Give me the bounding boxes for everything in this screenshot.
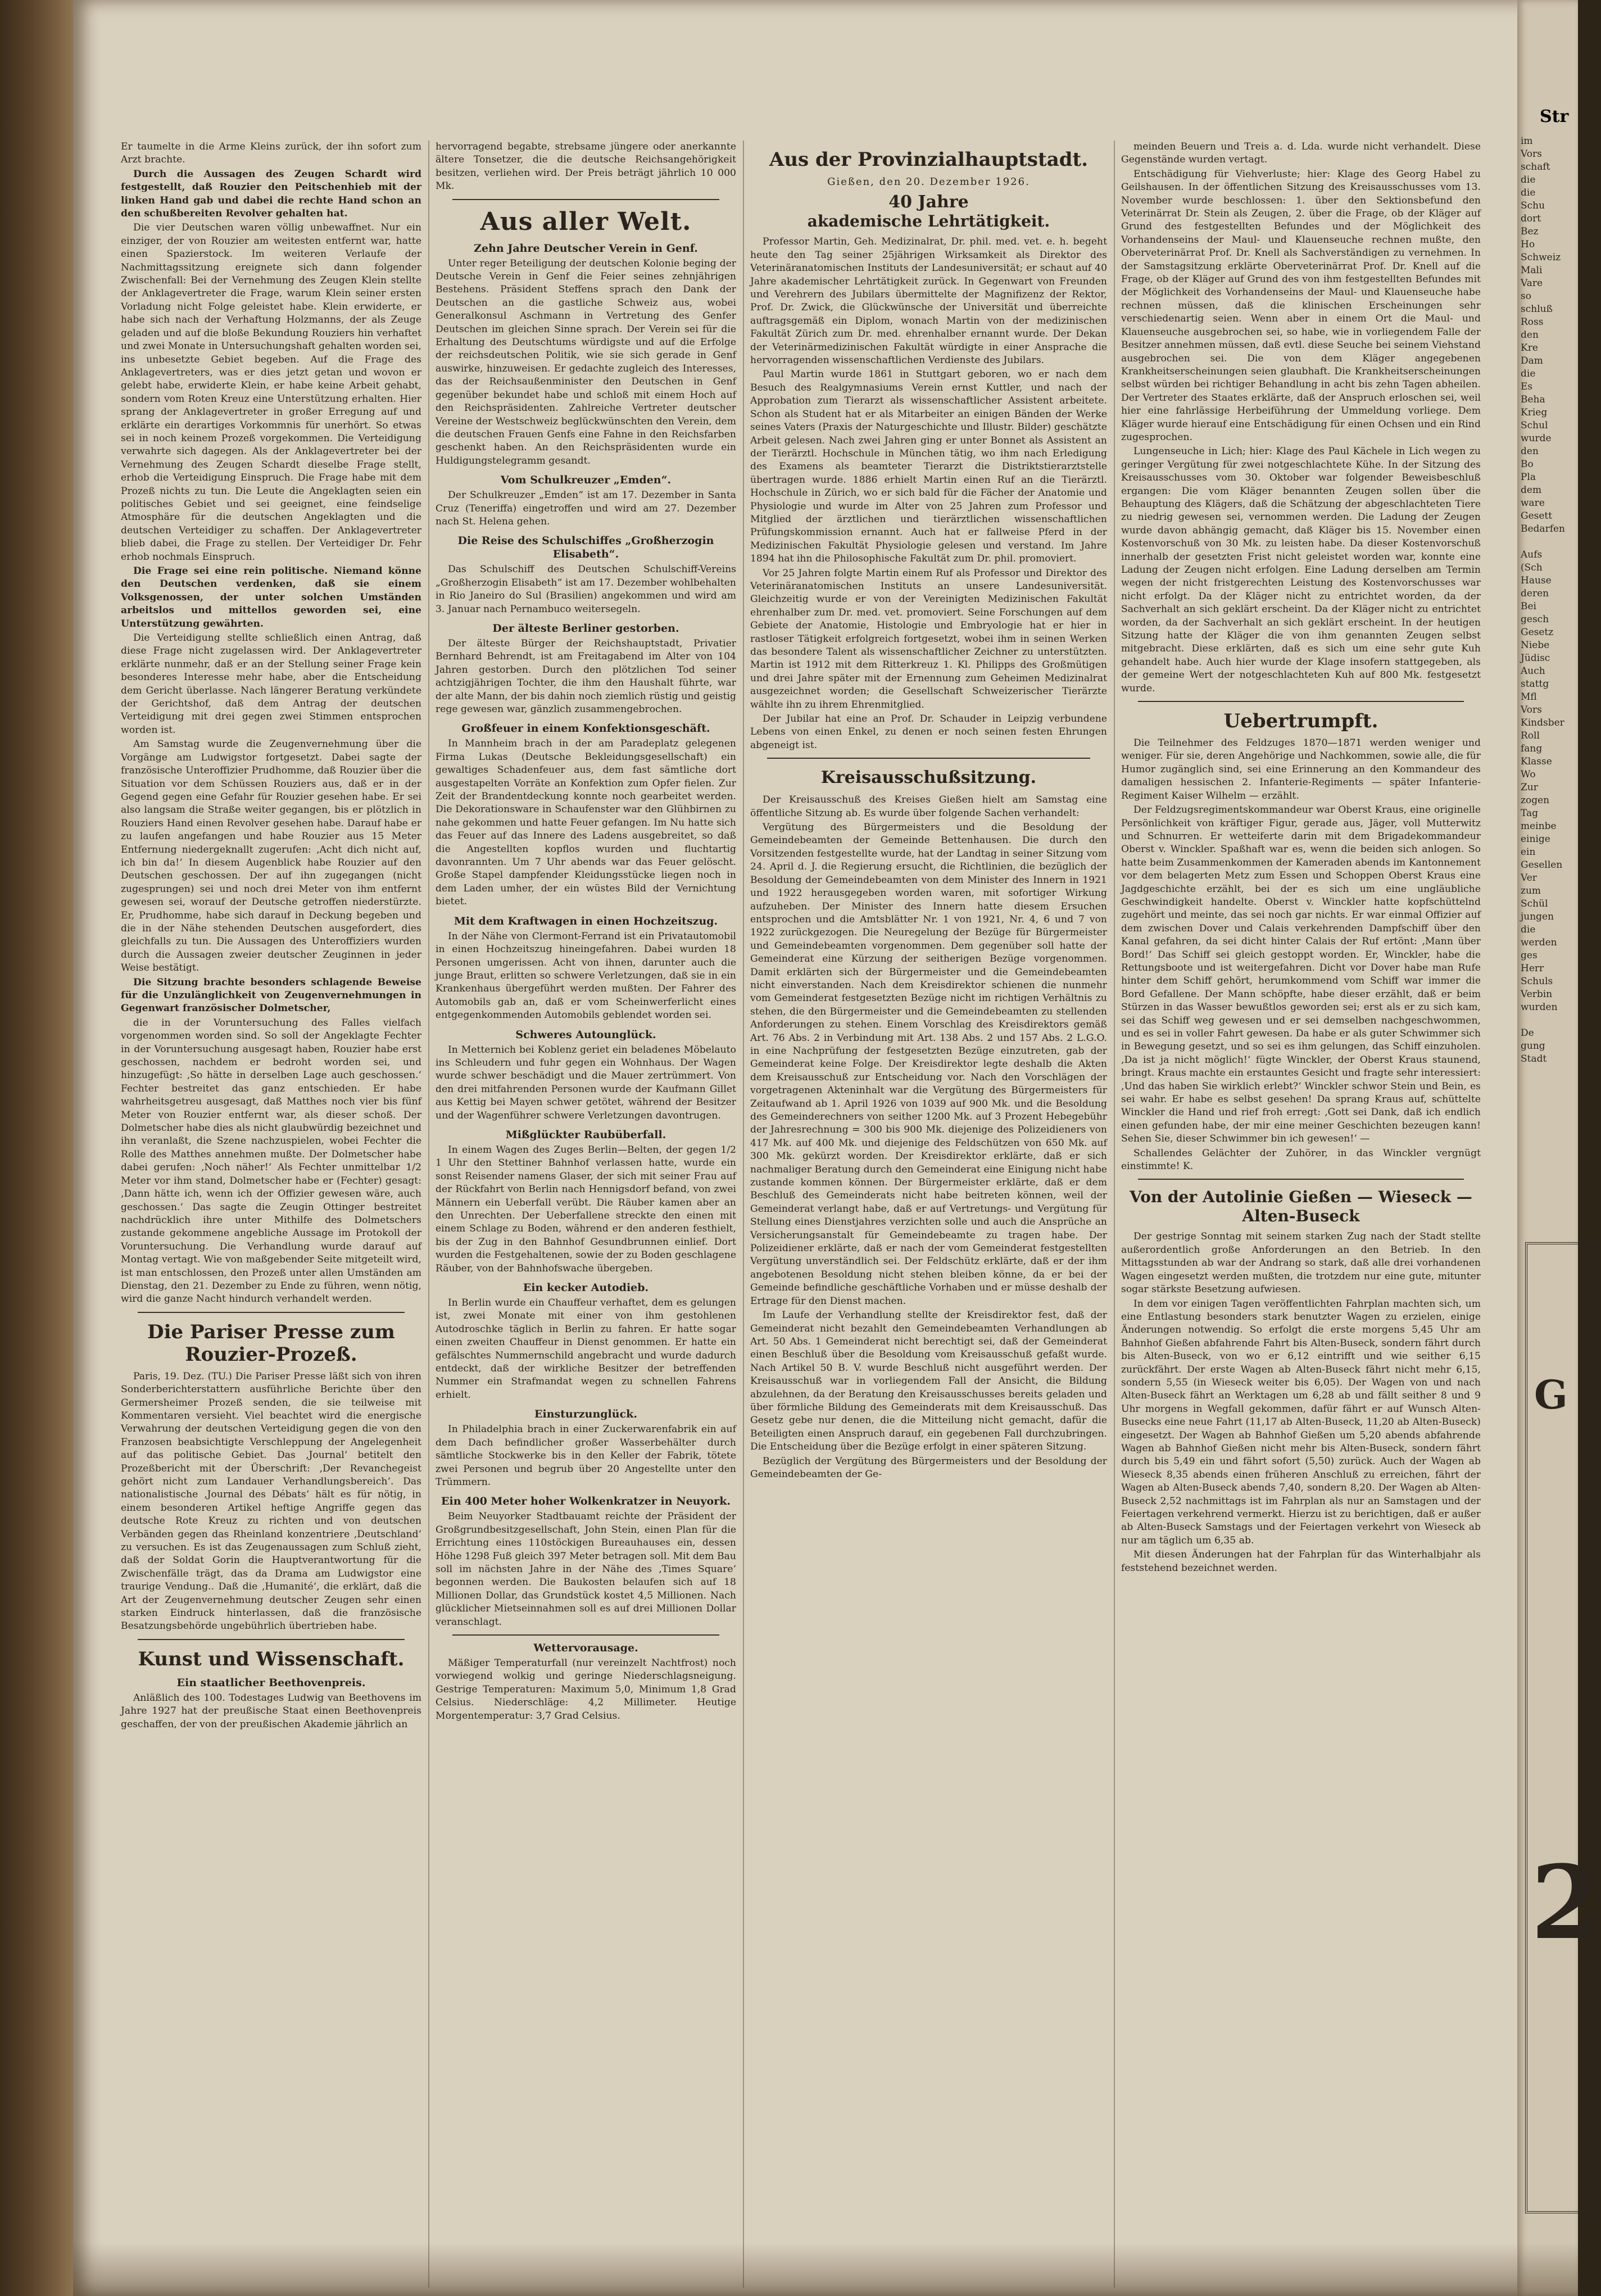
strip-fragment: fang (1521, 743, 1543, 754)
news-item-text: Der älteste Bürger der Reichshauptstadt, Privatier Bernhard Behrendt, ist am Freitagabend im Alter von 104 Jahren gestorben. Durch den plötzlichen Tod seiner achtzigjährigen Tochter, die ihm den Haushalt führte, war der alte Mann, der bis dahin noch ziemlich rüstig und geistig rege gewesen war, gänzlich zusammengebrochen. (436, 637, 736, 715)
strip-fragment: die (1521, 187, 1536, 198)
article-paragraph: Die Sitzung brachte besonders schlagende Beweise für die Unzulänglichkeit von Zeugenvernehmungen in Gegenwart französischer Dolmetscher, (121, 976, 421, 1015)
headline-aus-aller-welt: Aus aller Welt. (480, 207, 692, 236)
article-paragraph: Professor Martin, Geh. Medizinalrat, Dr. phil. med. vet. e. h. begeht heute den Tag seiner 25jährigen Wirksamkeit als Direktor des Veterinäranatomischen Instituts der Landesuniversität; er schaut auf 40 Jahre akademischer Lehrtätigkeit zurück. In Gegenwart von Freunden und Verehrern des Jubilars übermittelte der Magnifizenz der Rektor, Prof. Dr. Zwick, die Glückwünsche der Universität und überreichte auftragsgemäß ein Diplom, wonach Martin von der medizinischen Fakultät Zürich zum Dr. med. ehrenhalber ernannt wurde. Der Dekan der Veterinärmedizinischen Fakultät würdigte in einer Ansprache die hervorragenden wissenschaftlichen Verdienste des Jubilars. (750, 236, 1107, 366)
strip-fragment: Mali (1521, 265, 1543, 276)
strip-fragment: Vare (1521, 278, 1543, 289)
strip-fragment: die (1521, 368, 1536, 379)
strip-fragment: Jüdisc (1521, 653, 1550, 664)
uebertrumpft-article (1121, 737, 1481, 1173)
kreisausschuss-article (750, 794, 1107, 1481)
news-item-text: In Metternich bei Koblenz geriet ein beladenes Möbelauto ins Schleudern und fuhr gegen ein Wohnhaus. Der Wagen wurde schwer beschädigt und die Mauer zertrümmert. Von den drei mitfahrenden Personen wurde der Kaufmann Gillet aus Kettig bei Mayen schwer getötet, während der Besitzer und der Wagenführer schwere Verletzungen davontrugen. (436, 1044, 736, 1121)
column-separator (1114, 141, 1115, 2288)
news-item-text: In einem Wagen des Zuges Berlin—Belten, der gegen 1/2 1 Uhr den Stettiner Bahnhof verlassen hatte, wurde ein sonst Reisender namens Glaser, der sich mit seiner Frau auf der Rückfahrt von Berlin nach Hennigsdorf befand, von zwei Männern ein Ueberfall verübt. Die Räuber kamen aber an den Unrechten. Der Ueberfallene streckte den einen mit einem Schlage zu Boden, während er den anderen festhielt, bis der Zug in den Bahnhof Gesundbrunnen einlief. Dort wurden die Festgehaltenen, sowie der zu Boden geschlagene Räuber, von der Bahnhofswache übergeben. (436, 1144, 736, 1274)
strip-fragment: schluß (1521, 304, 1553, 315)
news-item-text: Der Schulkreuzer „Emden“ ist am 17. Dezember in Santa Cruz (Teneriffa) eingetroffen und wird am 27. Dezember nach St. Helena gehen. (436, 490, 736, 527)
article-paragraph: Am Samstag wurde die Zeugenvernehmung über die Vorgänge am Ludwigstor fortgesetzt. Dabei sagte der französische Unteroffizier Prudhomme, daß Rouzier über die Situation vor dem Schüssen Rouziers aus, daß er in der Gegend gegen eine Gefahr für Rouzier gesehen habe. Er sei also langsam die Straße weiter gegangen, bis er plötzlich in Rouziers Hand einen Revolver gesehen habe. Darauf habe er zu laufen angefangen und habe Rouzier aus 15 Meter Entfernung niedergeknallt zugerufen: ‚Acht dich nicht auf, ich bin da!‘ In diesem Augenblick habe Rouzier auf den Deutschen geschossen. Der auf ihn zugegangen (nicht zugesprungen) sei und noch drei Meter von ihm entfernt gewesen sei, worauf der Deutsche getroffen niederstürzte. Er, Prudhomme, habe sich darauf in Deckung begeben und die in der Nähe stehenden Deutschen ausgefordert, dies gleichfalls zu tun. Die Aussagen des Unteroffiziers wurden durch die Aussagen zweier deutscher Zeuginnen in jeder Weise bestätigt. (121, 739, 421, 974)
strip-fragment: Zur (1521, 782, 1538, 793)
news-item-heading: Ein kecker Autodieb. (523, 1281, 649, 1294)
strip-fragment: gesch (1521, 614, 1549, 625)
advert-numeral: 2 (1531, 1844, 1601, 1962)
strip-fragment: Ross (1521, 316, 1544, 328)
strip-fragment: werden (1521, 937, 1557, 948)
article-paragraph: Er taumelte in die Arme Kleins zurück, der ihn sofort zum Arzt brachte. (121, 141, 421, 166)
strip-fragment: Hause (1521, 575, 1552, 586)
strip-fragment: ein (1521, 846, 1536, 858)
strip-fragment: Pla (1521, 472, 1536, 483)
article-paragraph: Paul Martin wurde 1861 in Stuttgart geboren, wo er nach dem Besuch des Realgymnasiums Verein ernst Kuttler, und nach der Approbation zum Tierarzt als wissenschaftlicher Assistent arbeitete. Schon als Student hat er als Mitarbeiter an einigen Bänden der Werke seines Vaters (Praxis der Naturgeschichte und Illustr. Bilder) geschätzte Arbeit gelesen. Nach zwei Jahren ging er unter Bonnet als Assistent an der Tierärztl. Hochschule in München tätig, wo ihm nach Erledigung des Examens als beamteter Tierarzt die Distriktstierarztstelle übertragen wurde. 1886 erhielt Martin einen Ruf an die Tierärztl. Hochschule in Zürich, wo er sich bald für die Fächer der Anatomie und Physiologie und wurde im Alter von 25 Jahren zum Professor und Mitglied der ärztlichen und tierärztlichen wissenschaftlichen Prüfungskommission ernannt. Auch hat er fallweise Pferd in der Medizinischen Fakultät Physiologie gelesen und verstand. Im Jahre 1894 hat ihn die Philosophische Fakultät zum Dr. phil. promoviert. (750, 369, 1107, 565)
strip-fragment: Vors (1521, 148, 1542, 160)
news-item-text: In Philadelphia brach in einer Zuckerwarenfabrik ein auf dem Dach befindlicher großer Wasserbehälter durch sämtliche Stockwerke bis in den Keller der Fabrik, tötete zwei Personen und begrub über 20 Angestellte unter den Trümmern. (436, 1424, 736, 1488)
article-paragraph: In dem vor einigen Tagen veröffentlichten Fahrplan machten sich, um eine Entlastung besonders stark benutzter Wagen zu erzielen, einige Änderungen notwendig. So erfolgt die erste morgens 5,45 Uhr am Bahnhof Gießen abfahrende Fahrt bis Alten-Buseck, sondern fährt durch bis Alten-Buseck, von wo er 6,12 eintrifft und wie seither 6,15 zurückfährt. Der erste Wagen ab Alten-Buseck fährt nicht mehr 6,15, sondern 5,55 (in Wieseck weiter bis 6,05). Der Wagen von und nach Alten-Buseck fährt an Werktagen um 6,28 ab und fällt seither 8 und 9 Uhr morgens in Wegfall gekommen, dafür fährt er auf Wunsch Alten-Busecks eine neue Fahrt (11,17 ab Alten-Buseck, 11,20 ab Alten-Buseck) eingesetzt. Der Wagen ab Bahnhof Gießen um 5,20 abends abfahrende Wagen ab Bahnhof Gießen nicht mehr bis Alten-Buseck, sondern fährt durch bis 5,49 ein und fährt sofort (5,50) zurück. Auch der Wagen ab Wieseck 8,35 abends einen früheren Anschluß zu erreichen, fährt der Wagen ab Alten-Buseck abends 7,40, sondern 8,20. Der Wagen ab Alten-Buseck 2,52 nachmittags ist im Fahrplan als nur an Samstagen und der Feiertagen verkehrend vermerkt. Hierzu ist zu berichtigen, daß er außer ab Alten-Buseck Samstags und der Feiertagen verkehrt von Wieseck ab nur am täglich um 6,35 ab. (1121, 1298, 1481, 1546)
strip-heading: Str (1540, 107, 1569, 126)
article-paragraph: Lungenseuche in Lich; hier: Klage des Paul Kächele in Lich wegen zu geringer Vergütung für zwei notgeschlachtete Kühe. In der Sitzung des Kreisausschusses vom 30. Oktober war folgender Beweisbeschluß ergangen: Die vom Kläger benannten Zeugen sollen über die Behauptung des Klägers, daß die Schätzung der abgeschlachteten Tiere zu niedrig gewesen sei, vernommen werden. Die Ladung der Zeugen wurde davon abhängig gemacht, daß Kläger bis 15. November einen Kostenvorschuß von 30 Mk. zu leisten habe. Da dieser Kostenvorschuß innerhalb der gesetzten Frist nicht geleistet worden war, konnte eine Ladung der Zeugen nicht erfolgen. Eine Ladung derselben am Termin wegen der nicht fristgerechten Leistung des Kostenvorschusses war nicht erfolgt. Da der Kläger nicht zu entrichtet worden, da der Sachverhalt an sich geklärt erscheint. Da der Kläger nicht zu entrichtet worden, da der Sachverhalt an sich geklärt erscheint. In der heutigen Sitzung hatte der Kläger die von ihm genannten Zeugen selbst mitgebracht. Diese erklärten, daß es sich um eine sehr gute Kuh gehandelt habe. Auch hier wurde der Klage insofern stattgegeben, als der gemeine Wert der notgeschlachteten Kuh auf 800 Mk. festgesetzt wurde. (1121, 446, 1481, 694)
strip-fragment: zum (1521, 885, 1541, 896)
strip-fragment: Schul (1521, 420, 1548, 431)
strip-fragment: so (1521, 291, 1531, 302)
strip-fragment: im (1521, 135, 1533, 147)
headline-wetter: Wettervorausage. (533, 1641, 638, 1654)
article-paragraph: Die Teilnehmer des Feldzuges 1870—1871 werden weniger und weniger. Für sie, deren Angehörige und Nachkommen, sowie alle, die für Humor zugänglich sind, sei eine Erinnerung an den Kommandeur des damaligen hessischen 2. Infanterie-Regiments — später Infanterie-Regiment Kaiser Wilhelm — erzählt. (1121, 737, 1481, 801)
strip-fragment: dort (1521, 213, 1541, 224)
strip-fragment: Es (1521, 381, 1533, 392)
strip-fragment: De (1521, 1027, 1534, 1039)
autolinie-article (1121, 1230, 1481, 1575)
column-separator (743, 141, 744, 2288)
strip-fragment: Vors (1521, 704, 1542, 715)
news-item-heading: Schweres Autounglück. (515, 1028, 656, 1041)
headline-kreisausschuss: Kreisausschußsitzung. (820, 768, 1037, 788)
strip-fragment: Wo (1521, 769, 1536, 780)
advert-letter: G (1534, 1371, 1568, 1418)
news-item-text: In Berlin wurde ein Chauffeur verhaftet, dem es gelungen ist, zwei Monate mit einer von ihm gestohlenen Autodroschke täglich in Berlin zu fahren. Er hatte sogar einen zweiten Chauffeur in Dienst genommen. Er hatte ein gefälschtes Nummernschild angebracht und wurde dadurch entdeckt, daß der wirkliche Besitzer der betreffenden Nummer ein Strafmandat wegen zu schnellen Fahrens erhielt. (436, 1297, 736, 1401)
news-item-text: Unter reger Beteiligung der deutschen Kolonie beging der Deutsche Verein in Genf die Feier seines zehnjährigen Bestehens. Präsident Steffens sprach den Dank der Deutschen an die gastliche Schweiz aus, wobei Generalkonsul Aschmann in Vertretung des Genfer Deutschen im gleichen Sinne sprach. Der Verein sei für die Erhaltung des Deutschtums würdigste und auf die Erfolge der reichsdeutschen Politik, wie sie sich gerade in Genf auswirke, hinzuweisen. Er gedachte zugleich des Interesses, das der Reichsaußenminister den Deutschen in Genf gegenüber bekundet habe und schloß mit einem Hoch auf den Reichspräsidenten. Zahlreiche Vertreter deutscher Vereine der Westschweiz beglückwünschten den Verein, dem die deutschen Frauen Genfs eine Fahne in den Reichsfarben geschenkt haben. An den Reichspräsidenten wurde ein Huldigungstelegramm gesandt. (436, 257, 736, 467)
divider (767, 758, 1090, 759)
strip-fragment: Bedarfen (1521, 523, 1565, 535)
article-paragraph: Der Jubilar hat eine an Prof. Dr. Schauder in Leipzig verbundene Lebens von einen Enkel, zu denen er noch seinen festen Ehrungen abgeneigt ist. (750, 713, 1107, 751)
strip-fragment: wurden (1521, 1002, 1558, 1013)
strip-fragments (1517, 135, 1565, 1066)
headline-pariser-presse: Die Pariser Presse zum Rouzier-Prozeß. (147, 1320, 395, 1366)
article-paragraph: hervorragend begabte, strebsame jüngere oder anerkannte ältere Tonsetzer, die die deutsche Reichsangehörigkeit besitzen, verliehen wird. Der Preis beträgt jährlich 10 000 Mk. (436, 141, 736, 192)
strip-fragment: (Sch (1521, 562, 1543, 573)
strip-fragment: Aufs (1521, 549, 1543, 560)
strip-fragment: Gesellen (1521, 859, 1563, 871)
strip-fragment: Gesetz (1521, 627, 1554, 638)
divider (452, 1634, 719, 1636)
strip-fragment: zogen (1521, 795, 1550, 806)
article-paragraph: Paris, 19. Dez. (TU.) Die Pariser Presse läßt sich von ihren Sonderberichterstattern ausführliche Berichte über den Germersheimer Prozeß senden, die sie teilweise mit Kommentaren versieht. Viel beachtet wird die energische Verwahrung der deutschen Verteidigung gegen die von den Franzosen beabsichtigte Verschleppung der Angelegenheit auf das politische Gebiet. Das ‚Journal‘ betitelt den Prozeßbericht mit der Überschrift: ‚Der Revanchegeist gehört nicht zum Landauer Verhandlungsbereich‘. Das nationalistische ‚Journal des Débats‘ hält es für nötig, in einem besonderen Artikel heftige Angriffe gegen das deutsche Rote Kreuz zu richten und von deutschen Verbänden gegen das Rheinland konzentriere ‚Deutschland‘ zu versuchen. Es ist das Zeugenaussagen zum Schluß zieht, daß der Soldat Gorin die Hauptverantwortung für die Zwischenfälle trägt, das da Drama am Ludwigstor eine traurige Vendung.. Daß die ‚Humanité‘, die erklärt, daß die Art der Zeugenvernehmung deutscher Zeugen sehr einen starken Eindruck hinterlassen, daß die französische Besatzungsbehörde ungebührlich übertrieben habe. (121, 1370, 421, 1632)
article-paragraph: Der gestrige Sonntag mit seinem starken Zug nach der Stadt stellte außerordentlich große Anforderungen an den Betrieb. In den Mittagsstunden ab war der Andrang so stark, daß alle drei vorhandenen Wagen eingesetzt werden mußten, die trotzdem nur eine gute, mitunter sogar stärkste Besetzung aufwiesen. (1121, 1231, 1481, 1296)
news-items (436, 242, 736, 1629)
article-paragraph: Vergütung des Bürgermeisters und die Besoldung der Gemeindebeamten der Gemeinde Bettenhausen. Die durch den Vorsitzenden festgestellte wurde, hat der Landtag in seiner Sitzung vom 24. April d. J. die Regierung ersucht, die Richtlinien, die bezüglich der Besoldung der Gemeindebeamten von dem Minister des Innern in 1921 und 1922 herausgegeben worden waren, mit sofortiger Wirkung aufzuheben. Der Minister des Innern hatte diesem Ersuchen entsprochen und die Amtsblätter Nr. 1 von 1921, Nr. 4, 6 und 7 von 1922 zurückgezogen. Die Neuregelung der Bezüge für Bürgermeister und Gemeindebeamten vorgenommen. Dem gegenüber soll hatte der Gemeinderat eine Kürzung der seitherigen Bezüge vorgenommen. Damit erklärten sich der Bürgermeister und die Gemeindebeamten nicht einverstanden. Nach dem Kreisdirektor schienen die nunmehr vom Gemeinderat festgesetzten Bezüge nicht im richtigen Verhältnis zu stehen, die den Bürgermeister und die Gemeindebeamten zu stellenden Anforderungen zu stehen. Einem Vorschlag des Kreisdirektors gemäß Art. 76 Abs. 2 in Verbindung mit Art. 138 Abs. 2 und 157 Abs. 2 L.G.O. in eine Nachprüfung der festgesetzten Bezüge einzutreten, gab der Gemeinderat keine Folge. Der Kreisdirektor legte deshalb die Akten dem Kreisausschuß zur Entscheidung vor. Nach den Vorschlägen der vorgetragenen Akteninhalt war die Vergütung des Bürgermeisters für Zeitaufwand ab 1. April 1926 von 1039 auf 900 Mk. und die Besoldung des Gemeinderechners von seither 1200 Mk. auf 3 Prozent Hebegebühr der Jahresrechnung = 300 bis 900 Mk. diejenige des Polizeidieners von 417 Mk. auf 400 Mk. und diejenige des Feldschützen von 650 Mk. auf 300 Mk. gekürzt worden. Der Kreisdirektor erklärte, daß er sich nachmaliger Beratung durch den Gemeinderat eine Einigung nicht habe zustande kommen können. Der Bürgermeister erklärte, daß er dem Beschluß des Gemeinderats nicht habe beitreten können, weil der Gemeinderat verlangt habe, daß er auf Vertretungs- und Vergütung für Stellung eines Dienstjahres verzichten solle und auch die Ansprüche an Versicherungsanstalt für Gemeindebeamte zu tragen habe. Der Polizeidiener erklärte, daß er nach der vom Gemeinderat festgestellten Vergütung unverständlich sei. Der Feldschütz erklärte, daß er der ihm angebotenen Besoldung nicht stehen bleiben könne, da er bei der Gemeinde befindliche geschäftliche Vorhaben und er müsse deshalb der Ertrage für den Dienst machen. (750, 822, 1107, 1307)
strip-fragment: Schül (1521, 898, 1548, 909)
news-item-heading: Vom Schulkreuzer „Emden“. (500, 474, 672, 487)
strip-fragment: stattg (1521, 678, 1549, 690)
article-paragraph: meinden Beuern und Treis a. d. Lda. wurde nicht verhandelt. Diese Gegenstände wurden vertagt. (1121, 141, 1481, 166)
news-item-heading: Zehn Jahre Deutscher Verein in Genf. (474, 242, 698, 255)
strip-fragment: Ver (1521, 872, 1537, 884)
strip-fragment: schaft (1521, 161, 1550, 173)
news-item-heading: Mit dem Kraftwagen in einen Hochzeitszug. (453, 914, 718, 927)
strip-fragment: Gesett (1521, 510, 1553, 522)
news-item-text: Das Schulschiff des Deutschen Schulschiff-Vereins „Großherzogin Elisabeth“ ist am 17. Dezember wohlbehalten in Rio Janeiro do Sul (Brasilien) angekommen und wird am 3. Januar nach Pernambuco weitersegeln. (436, 564, 736, 615)
divider (1138, 1179, 1464, 1180)
article-paragraph: Entschädigung für Viehverluste; hier: Klage des Georg Habel zu Geilshausen. In der öffentlichen Sitzung des Kreisausschusses vom 13. November wurde beschlossen: 1. über den Sektionsbefund den Veterinärrat Dr. Stein als Zeugen, 2. über die Frage, ob der Kläger auf Grund des festgestellten Befundes und der Möglichkeit des Vorhandenseins der Maul- und Klauenseuche rechnen mußte, den Oberveterinärrat Prof. Dr. Knell als Sachverständigen zu vernehmen. In der Samstagsitzung erklärte Oberveterinärrat Prof. Dr. Knell auf die Frage, ob der Kläger auf Grund des von ihm festgestellten Befundes mit der Möglichkeit des Vorhandenseins der Maul- und Klauenseuche habe rechnen müssen, daß die klinischen Erscheinungen sehr verschiedenartig seien. Wenn aber in einem Ort die Maul- und Klauenseuche ausgebrochen sei, so habe, wie in vorliegendem Falle der Besitzer annehmen müssen, daß evtl. diese Seuche bei seinem Viehstand ausgebrochen sei. Die von dem Kläger angegebenen Krankheitserscheinungen seien glaubhaft. Die Krankheitserscheinungen selbst würden bei richtiger Behandlung in acht bis zehn Tagen abheilen. Der Vertreter des Staates erklärte, daß der Anspruch erloschen sei, weil hier eine fahrlässige Herbeiführung der Ummeldung vorliege. Dem Kläger wurde hierauf eine Entschädigung für einen Ochsen und ein Rind zugesprochen. (1121, 168, 1481, 443)
weather-paragraph: Mäßiger Temperaturfall (nur vereinzelt Nachtfrost) noch vorwiegend wolkig und geringe Niederschlagsneigung. Gestrige Temperaturen: Maximum 5,0, Minimum 1,8 Grad Celsius. Niederschläge: 4,2 Millimeter. Heutige Morgentemperatur: 3,7 Grad Celsius. (436, 1657, 736, 1722)
strip-fragment: Bo (1521, 459, 1534, 470)
strip-fragment: Auch (1521, 665, 1545, 677)
news-item-heading: Der älteste Berliner gestorben. (492, 622, 679, 635)
strip-fragment: Krieg (1521, 407, 1548, 418)
news-item-text: Beim Neuyorker Stadtbauamt reichte der Präsident der Großgrundbesitzgesellschaft, John Stein, einen Plan für die Errichtung eines 110stöckigen Bureauhauses ein, dessen Höhe 1298 Fuß gleich 397 Meter betragen soll. Mit dem Bau soll im nächsten Jahre in der Nähe des ‚Times Square‘ begonnen werden. Die Baukosten belaufen sich auf 18 Millionen Dollar, das Grundstück kostet 4,5 Millionen. Nach glücklicher Mietseinnahmen soll es auf drei Millionen Dollar veranschlagt. (436, 1511, 736, 1628)
page-bottom-shadow (73, 2243, 1578, 2296)
article-paragraph: Der Kreisausschuß des Kreises Gießen hielt am Samstag eine öffentliche Sitzung ab. Es wurde über folgende Sachen verhandelt: (750, 794, 1107, 819)
headline-autolinie: Von der Autolinie Gießen — Wieseck — Alten-Buseck (1130, 1188, 1472, 1226)
strip-fragment: Schuls (1521, 976, 1553, 987)
strip-fragment: Verbin (1521, 989, 1553, 1000)
strip-fragment: meinbe (1521, 821, 1557, 832)
strip-fragment: den (1521, 329, 1539, 341)
strip-fragment: Kindsber (1521, 717, 1564, 728)
strip-fragment: Kre (1521, 342, 1538, 354)
strip-fragment: einige (1521, 834, 1550, 845)
strip-fragment: jungen (1521, 911, 1554, 922)
strip-fragment: Bei (1521, 601, 1536, 612)
news-item-heading: Einsturzunglück. (534, 1408, 637, 1421)
headline-kunst: Kunst und Wissenschaft. (138, 1647, 405, 1670)
column-3 (750, 141, 1107, 2293)
news-item-heading: Mißglückter Raubüberfall. (505, 1128, 666, 1141)
strip-fragment: Mfl (1521, 691, 1537, 703)
strip-fragment: deren (1521, 588, 1549, 599)
strip-fragment (1517, 1014, 1565, 1027)
divider (138, 1639, 405, 1640)
strip-fragment: Schu (1521, 200, 1545, 211)
article-paragraph: Die Frage sei eine rein politische. Niemand könne den Deutschen verdenken, daß sie einem Volksgenossen, der unter solchen Umständen arbeitslos und mittellos geworden sei, eine Unterstützung gewährten. (121, 565, 421, 630)
subheadline-beethovenpreis: Ein staatlicher Beethovenpreis. (176, 1676, 366, 1689)
strip-fragment: Niebe (1521, 640, 1550, 651)
headline-uebertrumpft: Uebertrumpft. (1223, 710, 1378, 733)
strip-fragment: ware (1521, 497, 1545, 509)
strip-fragment: die (1521, 924, 1536, 935)
strip-fragment: gung (1521, 1040, 1545, 1052)
article-paragraph: Die Verteidigung stellte schließlich einen Antrag, daß diese Frage nicht zugelassen wird. Der Anklagevertreter erklärte nunmehr, daß er an der Stellung seiner Frage kein besonderes Interesse mehr habe, aber die Entscheidung dem Gericht überlasse. Nach längerer Beratung verkündete der Gerichtshof, daß dem Antrag der deutschen Verteidigung mit drei gegen zwei Stimmen entsprochen worden ist. (121, 632, 421, 736)
column-1 (121, 141, 421, 2293)
article-paragraph: die in der Voruntersuchung des Falles vielfach vorgenommen worden sind. So soll der Angeklagte Fechter in der Voruntersuchung ausgesagt haben, Rouzier habe erst geschossen, nachdem er bedroht worden sei, und hinzugefügt: ‚So hätte in derselben Lage auch geschossen.‘ Fechter bestreitet das ganz entschieden. Er habe wahrheitsgetreu ausgesagt, daß Matthes noch vier bis fünf Meter von Rouzier entfernt war, als dieser schoß. Der Dolmetscher habe dies als nicht glaubwürdig bezeichnet und ihn veranlaßt, die Szene nachzuspielen, wobei Fechter die Rolle des Matthes annehmen mußte. Der Dolmetscher habe dabei gerufen: ‚Noch näher!‘ Als Fechter unmittelbar 1/2 Meter vor ihm stand, Dolmetscher habe er (Fechter) gesagt: ‚Dann hätte ich, wenn ich der Offizier gewesen wäre, auch geschossen.‘ Das sagte die Zeugin Ottinger bestreitet nachdrücklich ihre unter Mithilfe des Dolmetschers zustande gekommene angebliche Aussage im Protokoll der Voruntersuchung. Die Verhandlung wurde darauf auf Montag vertagt. Wie von maßgebender Seite mitgeteilt wird, ist man entschlossen, den Prozeß unter allen Umständen am Dienstag, den 21. Dezember zu Ende zu führen, wenn nötig, wird die ganze Nacht hindurch verhandelt werden. (121, 1017, 421, 1305)
strip-fragment: Ho (1521, 239, 1535, 250)
strip-fragment: Bez (1521, 226, 1539, 237)
adjacent-page-strip (1517, 0, 1601, 2296)
strip-fragment: ges (1521, 950, 1537, 961)
strip-fragment: Herr (1521, 963, 1544, 974)
divider (1138, 701, 1464, 702)
strip-fragment: die (1521, 174, 1536, 185)
divider (138, 1312, 405, 1313)
column-4 (1121, 141, 1481, 2293)
strip-fragment: Dam (1521, 355, 1543, 366)
headline-lehrtaetigkeit: akademische Lehrtätigkeit. (807, 212, 1050, 231)
article-paragraph: Vor 25 Jahren folgte Martin einem Ruf als Professor und Direktor des Veterinäranatomischen Instituts an unsere Landesuniversität. Gleichzeitig wurde er von der Vereinigten Medizinischen Fakultät ehrenhalber zum Dr. med. vet. promoviert. Seine Forschungen auf dem Gebiete der Anatomie, Histologie und Embryologie hat er hier in rastloser Tätigkeit erfolgreich fortgesetzt, wobei ihm in seinen Werken das besondere Talent als wissenschaftlicher Zeichner zu unterstützten. Martin ist 1912 mit dem Ritterkreuz 1. Kl. Philipps des Großmütigen und drei Jahre später mit der Ernennung zum Geheimen Medizinalrat ausgezeichnet worden; die Gesellschaft Schweizerischer Tierärzte wählte ihn zu ihrem Ehrenmitglied. (750, 567, 1107, 710)
headline-provinzialhauptstadt: Aus der Provinzialhauptstadt. (769, 148, 1089, 171)
article-paragraph: Anläßlich des 100. Todestages Ludwig van Beethovens im Jahre 1927 hat der preußische Staat einen Beethovenpreis geschaffen, der von der preußischen Akademie jährlich an (121, 1692, 421, 1730)
divider (452, 199, 719, 200)
news-item-heading: Ein 400 Meter hoher Wolkenkratzer in Neuyork. (441, 1495, 731, 1508)
strip-fragment: Beha (1521, 394, 1545, 405)
news-item-heading: Großfeuer in einem Konfektionsgeschäft. (461, 722, 710, 735)
article-paragraph: Bezüglich der Vergütung des Bürgermeisters und der Besoldung der Gemeindebeamten der Ge- (750, 1455, 1107, 1480)
article-paragraph: Mit diesen Änderungen hat der Fahrplan für das Winterhalbjahr als feststehend bezeichnet werden. (1121, 1549, 1481, 1574)
headline-40-jahre: 40 Jahre (888, 192, 969, 212)
column-2 (436, 141, 736, 2293)
col4-paragraphs (1121, 141, 1481, 695)
strip-fragment: wurde (1521, 433, 1552, 444)
news-item-text: In der Nähe von Clermont-Ferrand ist ein Privatautomobil in einen Hochzeitszug hineingefahren. Dabei wurden 18 Personen umgerissen. Acht von ihnen, darunter auch die junge Braut, erlitten so schwere Verletzungen, daß sie in ein Krankenhaus übergeführt werden mußten. Der Fahrer des Automobils gab an, daß er vom Scheinwerferlicht eines entgegenkommenden Automobils geblendet worden sei. (436, 930, 736, 1021)
article-paragraph: Durch die Aussagen des Zeugen Schardt wird festgestellt, daß Rouzier den Peitschenhieb mit der linken Hand gab und dabei die rechte Hand schon an den schußbereiten Revolver gehalten hat. (121, 168, 421, 220)
strip-fragment: den (1521, 446, 1539, 457)
strip-fragment: Schweiz (1521, 252, 1561, 263)
article-paragraph: Im Laufe der Verhandlung stellte der Kreisdirektor fest, daß der Gemeinderat nicht bezahlt den Gemeindebeamten Verhandlungen ab Art. 50 Abs. 1 Gemeinderat nicht berechtigt sei, daß der Gemeinderat einen Beschluß über die Besoldung vom Kreisausschuß gefaßt wurde. Nach Artikel 50 B. V. wurde Beschluß nicht ausgeführt werden. Der Kreisausschuß war in vorliegendem Fall der Ansicht, die Bildung abzulehnen, da der Beratung den Kreisausschusses bereits geladen und über förmliche Bildung des Gemeinderats mit dem Kreisausschuß. Das Gesetz gebe nur denen, die die Mitteilung nicht gemacht, dafür die Beteiligten einen Anspruch darauf, ein gegebenen Fall durchzubringen. Die Entscheidung über die Bezüge erfolgt in einer späteren Sitzung. (750, 1310, 1107, 1453)
news-item-heading: Die Reise des Schulschiffes „Großherzogin Elisabeth“. (457, 535, 714, 561)
strip-fragment: Klasse (1521, 756, 1552, 767)
column-separator (428, 141, 429, 2288)
strip-fragment: dem (1521, 484, 1542, 496)
article-paragraph: Der Feldzugsregimentskommandeur war Oberst Kraus, eine originelle Persönlichkeit von kräftiger Figur, gerade aus, Jäger, voll Mutterwitz und Schnurren. Er wetteiferte darin mit dem Brigadekommandeur Oberst v. Winckler. Spaßhaft war es, wenn die beiden sich anlogen. So hatte beim Zusammenkommen der Kameraden abends im Kantonnement vor dem belagerten Metz zum Essen und Schoppen Oberst Kraus eine Jagdgeschichte erzählt, bei der es sich um eine ungläubliche Geschwindigkeit handelte. Oberst v. Winckler hatte kopfschüttelnd zugehört und meinte, das sei noch gar nichts. Er war einmal Offizier auf dem zwischen Dover und Calais verkehrenden Dampfschiff über den Kanal gefahren, da sei dicht hinter Calais der Ruf ertönt: ‚Mann über Bord!‘ Das Schiff sei gleich gestoppt worden. Er, Winckler, habe die Rettungsboote und ist weitergefahren. Dicht vor Dover habe man Rufe hinter dem Schiff gehört, herumkommend vom Schiff war immer die Bord Gefallene. Der Mann schöpfte, habe dieser erzählt, daß er beim Stürzen in das Wasser bewußtlos geworden sei; erst als er zu sich kam, sei das Schiff weg gewesen und er sei demselben nachgeschwommen, und es sei in voller Fahrt gewesen. Da habe er als guter Schwimmer sich in Bewegung gesetzt, und so sei es ihm gelungen, das Schiff einzuholen. ‚Da ist ja nicht möglich!‘ fügte Winckler, der Oberst Kraus staunend, bringt. Kraus machte ein erstauntes Gesicht und fragte sehr interessiert: ‚Und das haben Sie wirklich erlebt?‘ Winckler schwor Stein und Bein, es sei wahr. Er habe es selbst gesehen! Da sprang Kraus auf, schüttelte Winckler die Hand und rief froh erregt: ‚Gott sei Dank, daß ich endlich einen gefunden habe, der mir eine meiner Geschichten bezeugen kann! Sehen Sie, dieser Schwimmer bin ich gewesen!‘ — (1121, 804, 1481, 1145)
lehrtaetigkeit-article (750, 236, 1107, 752)
article-paragraph: Die vier Deutschen waren völlig unbewaffnet. Nur ein einziger, der von Rouzier am weitesten entfernt war, hatte einen Spazierstock. Im weiteren Verlaufe der Nachmittagssitzung ereignete sich dann folgender Zwischenfall: Bei der Vernehmung des Zeugen Klein stellte der Anklagevertreter die Frage, warum Klein seiner ersten Vorladung nicht Folge geleistet habe. Klein erwiderte, er habe sich nach der Verhaftung Holzmanns, der als Zeuge geladen und auf die bloße Bekundung Rouziers hin verhaftet und zwei Monate in Untersuchungshaft gehalten worden sei, ins unbesetzte Gebiet begeben. Auf die Frage des Anklagevertreters, was er dies jetzt getan und wovon er gelebt habe, erwiderte Klein, er habe keine Arbeit gehabt, sondern vom Roten Kreuz eine Unterstützung erhalten. Hier sprang der Anklagevertreter in großer Erregung auf und erklärte ein derartiges Vorkommnis für unerhört. So etwas sei in noch keinem Prozeß vorgekommen. Die Verteidigung verwahrte sich dagegen. Als der Anklagevertreter bei der Vernehmung des Zeugen Schardt dieselbe Frage stellt, erhob die Verteidigung Einspruch. Die Frage habe mit dem Prozeß nichts zu tun. Die Leute die Angeklagten seien ein politisches Gebiet und sei geeignet, eine feindselige Atmosphäre für die deutschen Angeklagten und die deutschen Verteidiger zu schaffen. Der Anklagevertreter blieb dabei, die Frage zu stellen. Der Verteidiger Dr. Fehr erhob nochmals Einspruch. (121, 222, 421, 563)
news-item-text: In Mannheim brach in der am Paradeplatz gelegenen Firma Lukas (Deutsche Bekleidungsgesellschaft) ein gewaltiges Schadenfeuer aus, dem fast sämtliche dort ausgestapelten Vorräte an Konfektion zum Opfer fielen. Zur Zeit der Brandentdeckung konnte noch gearbeitet werden. Die Dekorationsware in Schaufenster war den Glühbirnen zu nahe gekommen und hatte Feuer gefangen. Im Nu hatte sich das Feuer auf das Innere des Ladens ausgebreitet, so daß die Angestellten kopflos wurden und fluchtartig davonrannten. Um 7 Uhr abends war das Feuer gelöscht. Große Stapel dampfender Kleidungsstücke liegen noch in dem Laden umher, der ein wüstes Bild der Vernichtung bietet. (436, 738, 736, 908)
strip-fragment: Tag (1521, 808, 1539, 819)
strip-fragment (1517, 536, 1565, 549)
article-paragraph: Schallendes Gelächter der Zuhörer, in das Winckler vergnügt einstimmte! K. (1121, 1147, 1481, 1172)
col1-paragraphs (121, 141, 421, 1306)
book-binding (0, 0, 73, 2296)
strip-fragment: Roll (1521, 730, 1540, 741)
strip-fragment: Stadt (1521, 1053, 1547, 1065)
dateline: Gießen, den 20. Dezember 1926. (827, 176, 1030, 188)
